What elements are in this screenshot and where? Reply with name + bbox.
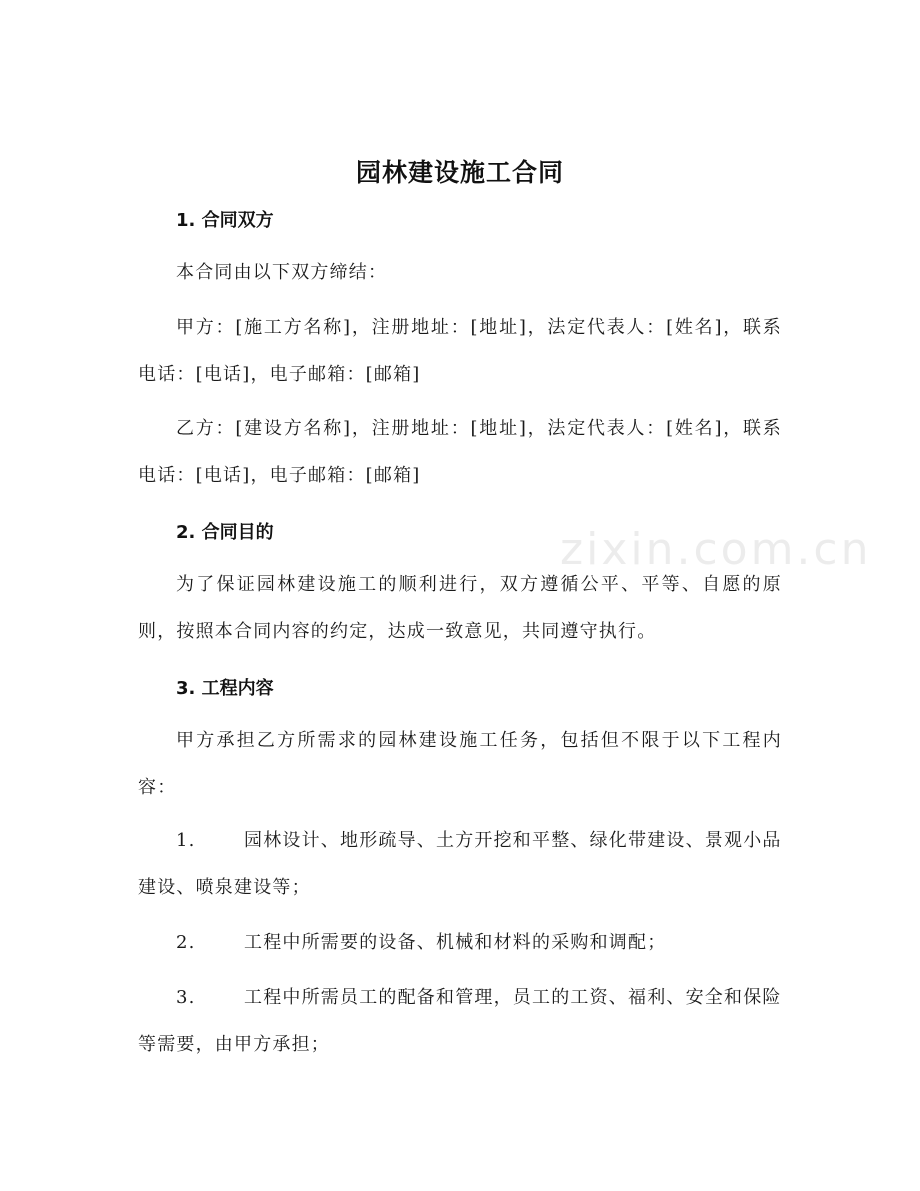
list-item-text: 工程中所需要的设备、机械和材料的采购和调配；	[244, 932, 667, 953]
paragraph-intro: 本合同由以下双方缔结：	[176, 262, 388, 283]
list-item-number: 3.	[176, 987, 196, 1008]
list-item	[138, 974, 782, 1068]
watermark: zixin.com.cn	[560, 524, 872, 575]
list-item-text: 工程中所需员工的配备和管理，员工的工资、福利、安全和保险等需要，由甲方承担；	[138, 987, 782, 1055]
list-item	[138, 817, 782, 911]
paragraph-scope: 甲方承担乙方所需求的园林建设施工任务，包括但不限于以下工程内容：	[138, 730, 782, 798]
section-heading-scope: 3. 工程内容	[176, 678, 274, 699]
section-heading-purpose: 2. 合同目的	[176, 522, 274, 543]
paragraph-purpose: 为了保证园林建设施工的顺利进行，双方遵循公平、平等、自愿的原则，按照本合同内容的约定，达成一致意见，共同遵守执行。	[138, 574, 782, 642]
paragraph-party-b: 乙方：[建设方名称]，注册地址：[地址]，法定代表人：[姓名]，联系电话：[电话]，电子邮箱：[邮箱]	[138, 418, 782, 486]
paragraph-party-a: 甲方：[施工方名称]，注册地址：[地址]，法定代表人：[姓名]，联系电话：[电话]，电子邮箱：[邮箱]	[138, 317, 782, 385]
list-item-text: 园林设计、地形疏导、土方开挖和平整、绿化带建设、景观小品建设、喷泉建设等；	[138, 830, 782, 898]
section-heading-parties: 1. 合同双方	[176, 210, 274, 231]
list-item-number: 1.	[176, 830, 196, 851]
list-item-number: 2.	[176, 932, 196, 953]
document-title: 园林建设施工合同	[355, 158, 564, 187]
list-item	[138, 919, 782, 966]
